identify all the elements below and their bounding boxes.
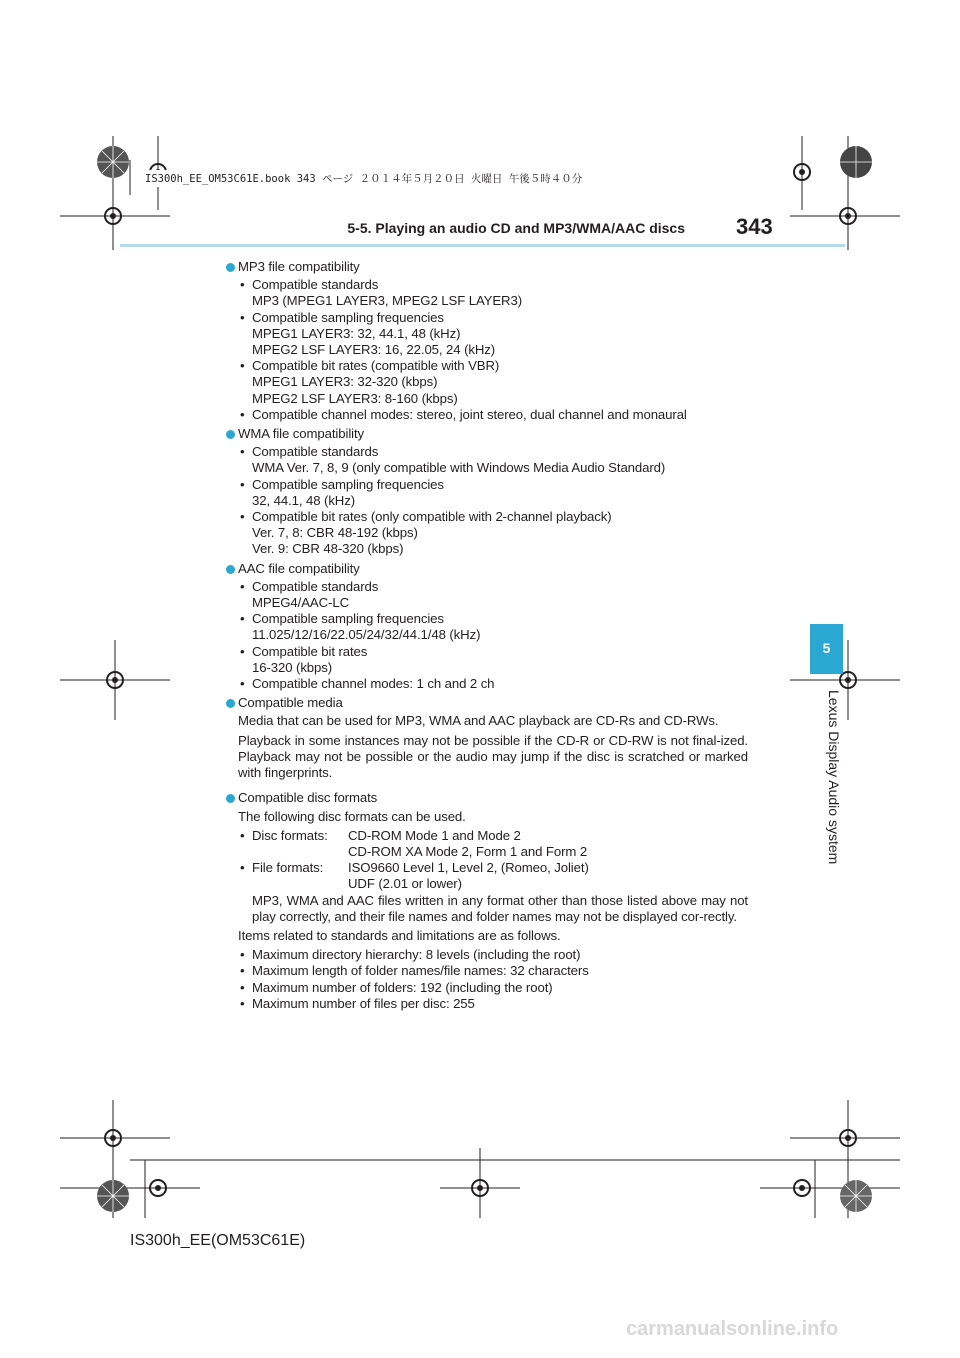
- list-item: [224, 444, 748, 476]
- watermark: carmanualsonline.info: [626, 1318, 839, 1340]
- file-formats-label: File formats:: [252, 860, 324, 876]
- limit-3: • Maximum number of folders: 192 (including the root): [252, 979, 553, 995]
- aac-freq-1: 11.025/12/16/22.05/24/32/44.1/48 (kHz): [252, 627, 481, 643]
- disc-formats-label: Disc formats:: [252, 827, 328, 843]
- wma-bit-2: Ver. 9: CBR 48-320 (kbps): [252, 541, 404, 557]
- page-content: [224, 256, 748, 1012]
- chapter-label: Lexus Display Audio system: [826, 690, 842, 865]
- disc-format-1: CD-ROM Mode 1 and Mode 2: [348, 827, 521, 843]
- mp3-std-label: • Compatible standards: [252, 277, 379, 293]
- aac-bit-1: 16-320 (kbps): [252, 659, 333, 675]
- mp3-freq-2: MPEG2 LSF LAYER3: 16, 22.05, 24 (kHz): [252, 342, 496, 358]
- list-item: [224, 828, 748, 860]
- list-item: [224, 358, 748, 407]
- mp3-bit-1: MPEG1 LAYER3: 32-320 (kbps): [252, 374, 438, 390]
- wma-heading: WMA file compatibility: [224, 426, 748, 442]
- list-item: [224, 996, 748, 1012]
- mp3-std-value: MP3 (MPEG1 LAYER3, MPEG2 LSF LAYER3): [252, 293, 523, 309]
- file-format-1: ISO9660 Level 1, Level 2, (Romeo, Joliet): [348, 860, 589, 876]
- list-item: [224, 407, 748, 423]
- mp3-channel: • Compatible channel modes: stereo, joint stereo, dual channel and monaural: [252, 406, 687, 422]
- aac-heading: AAC file compatibility: [224, 561, 748, 577]
- aac-bit-label: • Compatible bit rates: [252, 643, 368, 659]
- mp3-freq-1: MPEG1 LAYER3: 32, 44.1, 48 (kHz): [252, 325, 461, 341]
- aac-std-value: MPEG4/AAC-LC: [252, 595, 349, 611]
- aac-std-label: • Compatible standards: [252, 578, 379, 594]
- list-item: [224, 644, 748, 676]
- wma-std-value: WMA Ver. 7, 8, 9 (only compatible with Windows Media Audio Standard): [252, 460, 666, 476]
- print-stamp: IS300h_EE_OM53C61E.book 343 ページ ２０１４年５月２０日 火曜日 午後５時４０分: [142, 170, 585, 187]
- limit-4: • Maximum number of files per disc: 255: [252, 995, 475, 1011]
- list-item: [224, 477, 748, 509]
- limit-2: • Maximum length of folder names/file names: 32 characters: [252, 963, 589, 979]
- list-item: [224, 277, 748, 309]
- wma-std-label: • Compatible standards: [252, 444, 379, 460]
- model-code: IS300h_EE(OM53C61E): [130, 1232, 306, 1249]
- wma-freq-1: 32, 44.1, 48 (kHz): [252, 492, 356, 508]
- header-rule: [120, 244, 845, 247]
- limit-1: • Maximum directory hierarchy: 8 levels (including the root): [252, 947, 581, 963]
- media-heading: Compatible media: [224, 695, 748, 711]
- wma-bit-1: Ver. 7, 8: CBR 48-192 (kbps): [252, 525, 418, 541]
- mp3-bit-label: • Compatible bit rates (compatible with VBR): [252, 358, 500, 374]
- list-item: [224, 963, 748, 979]
- file-format-2: UDF (2.01 or lower): [348, 876, 462, 892]
- list-item: [224, 611, 748, 643]
- chapter-number: 5: [822, 640, 831, 656]
- page-number: 343: [736, 214, 773, 239]
- list-item: [224, 676, 748, 692]
- wma-bit-label: • Compatible bit rates (only compatible with 2-channel playback): [252, 509, 612, 525]
- list-item: [224, 980, 748, 996]
- list-item: [224, 860, 748, 892]
- mp3-freq-label: • Compatible sampling frequencies: [252, 309, 444, 325]
- media-para-1: Media that can be used for MP3, WMA and AAC playback are CD-Rs and CD-RWs.: [238, 713, 719, 729]
- mp3-heading: MP3 file compatibility: [224, 259, 748, 275]
- section-title: 5-5. Playing an audio CD and MP3/WMA/AAC discs: [347, 220, 685, 236]
- disc-format-2: CD-ROM XA Mode 2, Form 1 and Form 2: [348, 843, 588, 859]
- list-item: [224, 310, 748, 359]
- wma-freq-label: • Compatible sampling frequencies: [252, 476, 444, 492]
- mp3-bit-2: MPEG2 LSF LAYER3: 8-160 (kbps): [252, 390, 458, 406]
- aac-channel: • Compatible channel modes: 1 ch and 2 ch: [252, 676, 495, 692]
- formats-note: MP3, WMA and AAC files written in any format other than those listed above may not play correctly, and their file names and folder names may not be displayed cor-rectly.: [252, 892, 748, 924]
- aac-freq-label: • Compatible sampling frequencies: [252, 611, 444, 627]
- formats-heading: Compatible disc formats: [224, 790, 748, 806]
- formats-intro: The following disc formats can be used.: [238, 808, 466, 824]
- list-item: [224, 509, 748, 558]
- list-item: [224, 579, 748, 611]
- limits-intro: Items related to standards and limitations are as follows.: [238, 927, 561, 943]
- media-para-2: Playback in some instances may not be possible if the CD-R or CD-RW is not final-ized. Playback may not be possible or the audio may jump if the disc is scratched or marked with fingerprints.: [238, 732, 748, 781]
- list-item: [224, 947, 748, 963]
